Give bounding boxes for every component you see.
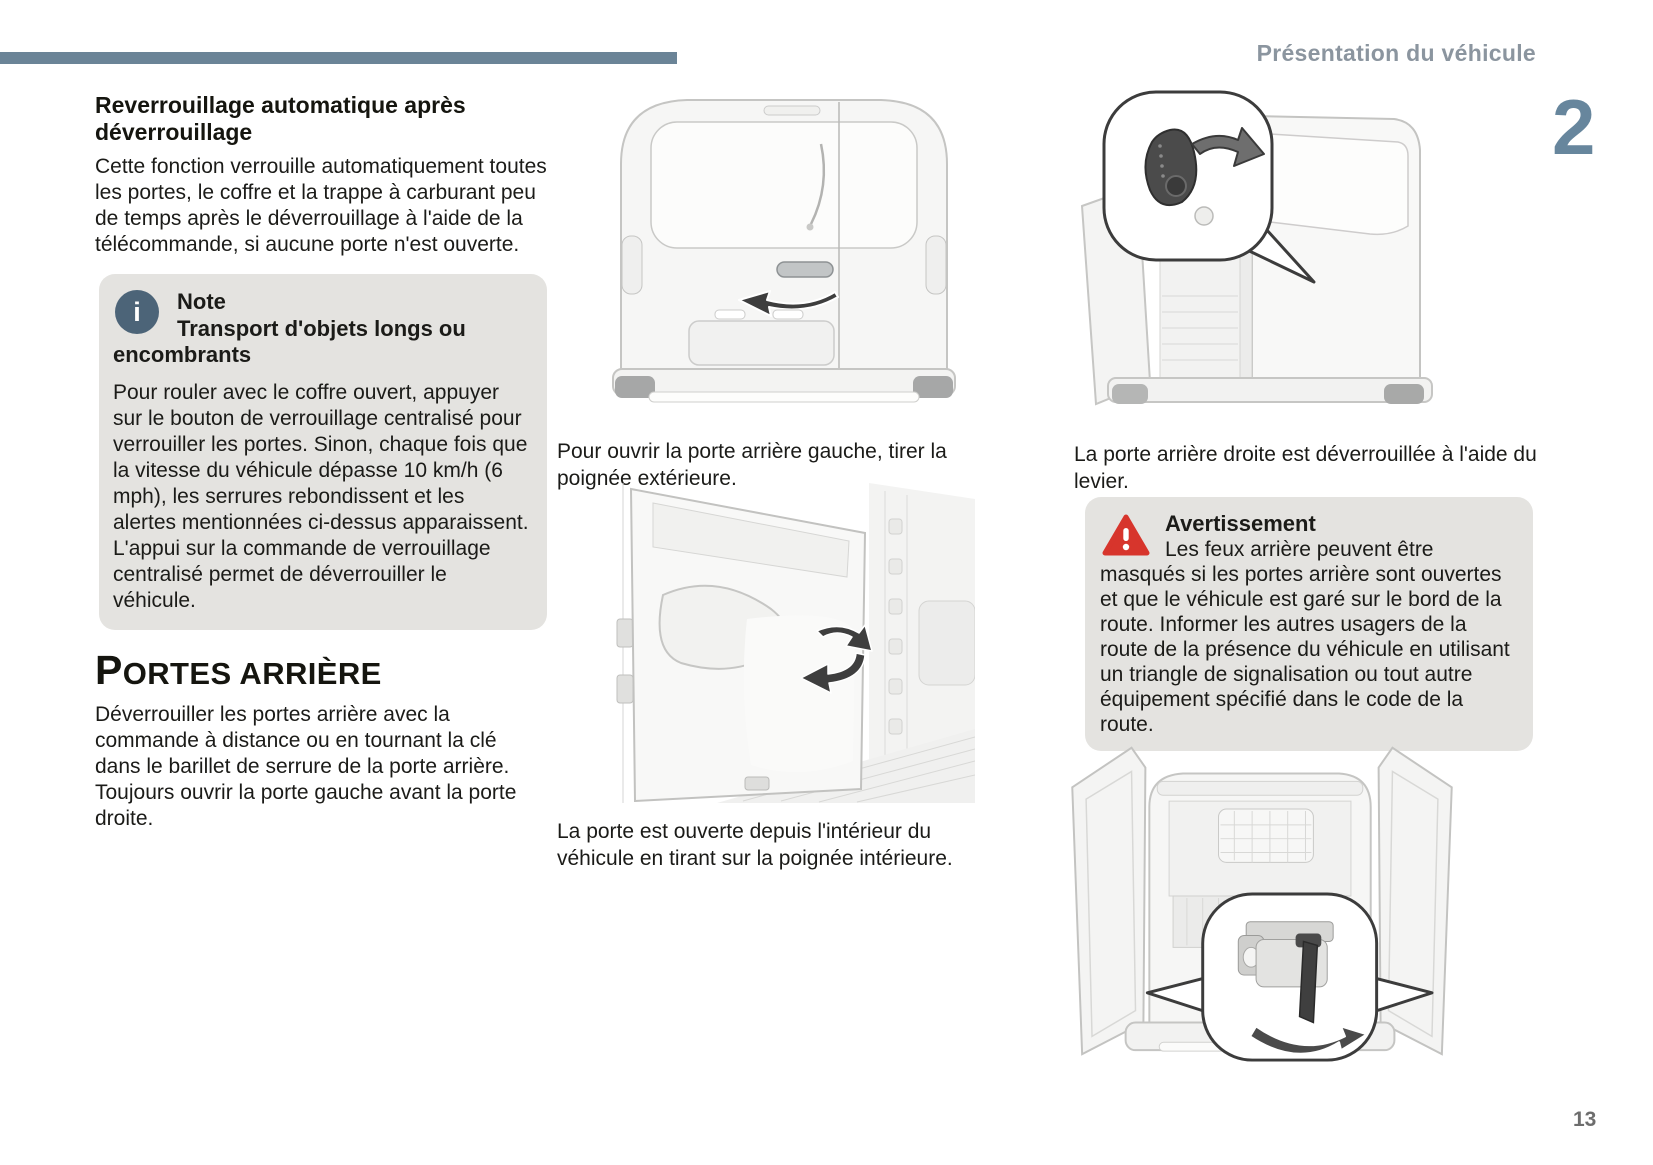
latch-lever: [1300, 941, 1318, 1022]
both-rear-doors-open-latch-illustration: [1050, 728, 1474, 1064]
exterior-door-handle: [777, 262, 833, 277]
info-icon: i: [115, 290, 159, 334]
figure-both-doors-open: [1050, 728, 1474, 1064]
rear-door-interior-illustration: [567, 483, 975, 803]
note-title: Note: [177, 289, 226, 314]
chapter-number: 2: [1552, 83, 1596, 171]
warning-title: Avertissement: [1165, 511, 1316, 536]
section-heading-autolock: Reverrouillage automatique après déverrouillage: [95, 92, 466, 145]
running-header-title: Présentation du véhicule: [1256, 40, 1536, 66]
accent-top-bar: [0, 52, 677, 64]
note-subtitle: Transport d'objets longs ou encombrants: [113, 316, 466, 367]
page-number: 13: [1573, 1108, 1597, 1131]
note-box: [99, 274, 547, 630]
note-body: Pour rouler avec le coffre ouvert, appuyer sur le bouton de verrouillage centralisé pour verrouiller les portes. Sinon, chaque fois que la vitesse du véhicule dépasse 10 km/h (6 mph), les serrures rebondissent et les alertes mentionnées ci-dessus apparaissent. L'appui sur la commande de verrouillage centralisé permet de déverrouiller le véhicule.: [113, 381, 529, 612]
warning-icon: [1102, 513, 1150, 557]
figure-caption: La porte est ouverte depuis l'intérieur du véhicule en tirant sur la poignée intérieure.: [557, 820, 953, 870]
figure-caption: Pour ouvrir la porte arrière gauche, tirer la poignée extérieure.: [557, 440, 947, 490]
left-text-column: [95, 92, 547, 832]
figure-van-rear-doors-closed: [588, 86, 980, 416]
right-door-unlock-lever-illustration: [1052, 86, 1450, 424]
figure-caption: La porte arrière droite est déverrouillée à l'aide du levier.: [1074, 443, 1537, 493]
section-body-rear-doors: Déverrouiller les portes arrière avec la commande à distance ou en tournant la clé dans le barillet de serrure de la porte arrière. Toujours ouvrir la porte gauche avant la porte droite.: [95, 703, 517, 830]
warning-box: [1085, 497, 1533, 751]
figure-rear-door-interior: [567, 483, 975, 803]
section-heading-rear-doors: PORTES ARRIÈRE: [95, 647, 382, 693]
figure-right-door-lever: [1052, 86, 1450, 424]
warning-body: Les feux arrière peuvent être masqués si les portes arrière sont ouvertes et que le véhicule est garé sur le bord de la route. Informer les autres usagers de la route de la présence du véhicule en utilisant un triangle de signalisation ou tout autre équipement spécifié dans le code de la route.: [1100, 538, 1510, 736]
van-rear-doors-closed-illustration: [588, 86, 980, 416]
section-body-autolock: Cette fonction verrouille automatiquement toutes les portes, le coffre et la trappe à carburant peu de temps après le déverrouillage à l'aide de la télécommande, si aucune porte n'est ouverte.: [95, 155, 547, 256]
